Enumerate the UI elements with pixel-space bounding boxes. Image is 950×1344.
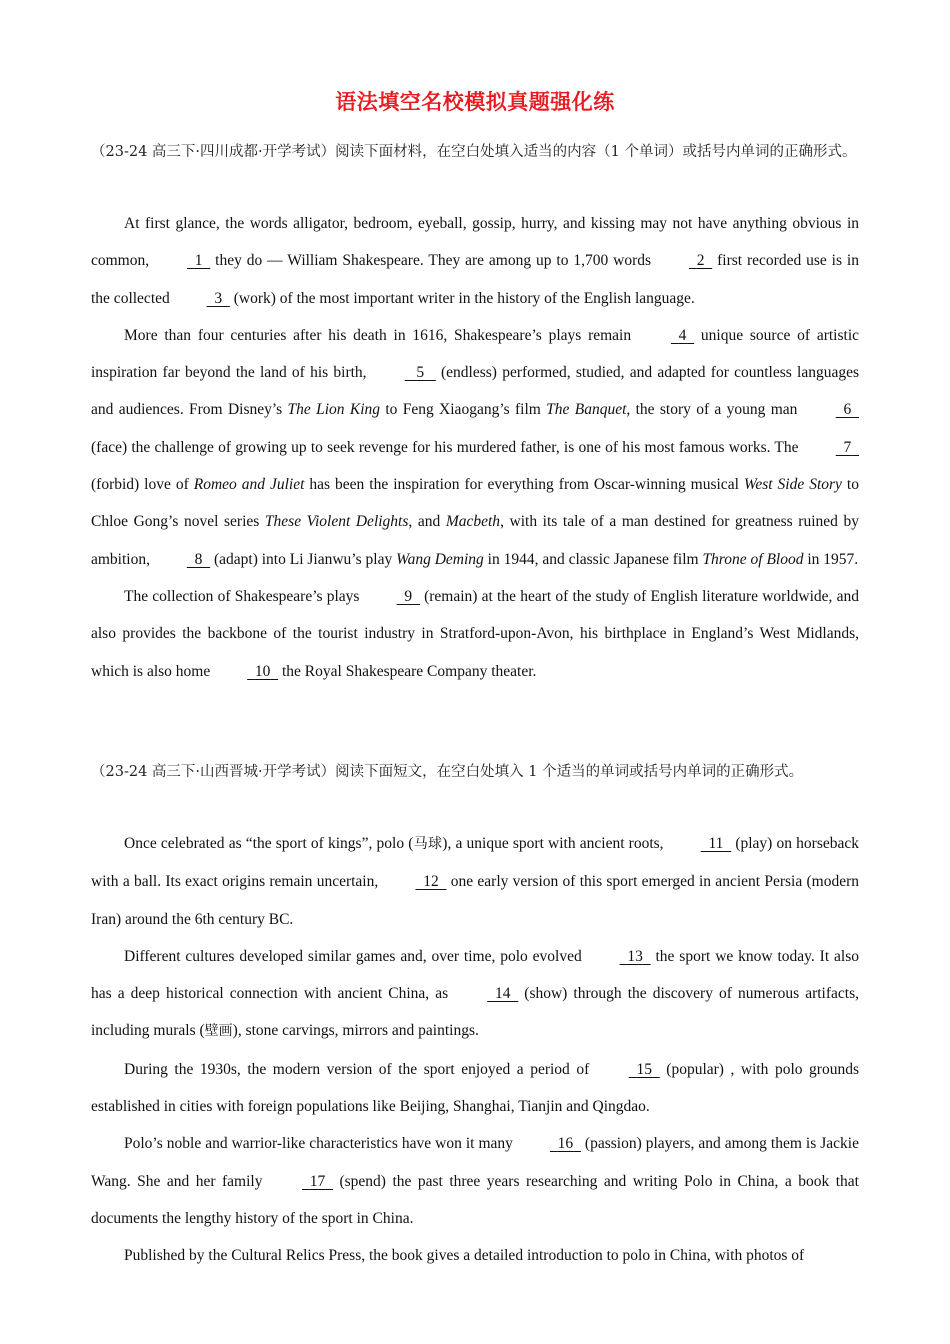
blank-9[interactable]: 9 — [404, 587, 413, 605]
title-macbeth: Macbeth — [445, 513, 501, 531]
text: has been the inspiration for everything from Oscar-winning musical — [304, 476, 744, 494]
s2-paragraph-4 — [91, 1125, 859, 1237]
title-romeo-juliet: Romeo and Juliet — [193, 476, 305, 494]
section-1 — [91, 134, 859, 171]
blank-7[interactable]: 7 — [843, 438, 852, 456]
text: During the 1930s, the modern version of the sport enjoyed a period of — [124, 1060, 596, 1078]
text: More than four centuries after his death in 1616, Shakespeare’s plays remain — [124, 326, 638, 344]
section-2-passage — [91, 825, 859, 1275]
blank-14[interactable]: 14 — [494, 985, 511, 1003]
text: (adapt) into Li Jianwu’s play — [210, 550, 397, 568]
blank-10[interactable]: 10 — [254, 662, 271, 680]
text: first recorded use is in the collected — [91, 252, 859, 307]
title-throne-of-blood: Throne of Blood — [702, 550, 804, 568]
s1-paragraph-1 — [91, 205, 859, 317]
text: to Feng Xiaogang’s film — [380, 401, 547, 419]
s2-paragraph-2 — [91, 938, 859, 1051]
section-1-passage — [91, 205, 859, 690]
text: the sport we know today. It also has a deep historical connection with ancient China, as — [91, 947, 859, 1003]
title-banquet: The Banquet — [546, 401, 627, 419]
text: Polo’s noble and warrior-like characteristics have won it many — [124, 1135, 517, 1153]
text: Once celebrated as “the sport of kings”, polo ( — [124, 835, 414, 852]
text: , with its tale of a man destined for greatness ruined by ambition, — [91, 513, 859, 568]
s1-paragraph-2 — [91, 317, 859, 578]
text: (face) the challenge of growing up to seek revenge for his murdered father, is one of his most famous works. The — [91, 438, 803, 456]
text: (passion) players, and among them is Jackie Wang. She and her family — [91, 1135, 859, 1190]
s2-paragraph-1 — [91, 825, 859, 938]
s2-paragraph-3 — [91, 1051, 859, 1126]
blank-3[interactable]: 3 — [214, 289, 223, 307]
polo-chinese: 马球 — [413, 836, 443, 852]
blank-16[interactable]: 16 — [557, 1135, 574, 1153]
text: The collection of Shakespeare’s plays — [124, 587, 364, 605]
blank-12[interactable]: 12 — [423, 873, 439, 891]
s2-paragraph-5 — [91, 1237, 859, 1274]
text: (remain) at the heart of the study of English literature worldwide, and also provides the backbone of the tourist industry in Stratford-upon-Avon, his birthplace in England’s West Midlands, which is also home — [91, 587, 859, 680]
title-lion-king: The Lion King — [287, 401, 381, 419]
text: in 1957. — [803, 550, 859, 568]
text: the Royal Shakespeare Company theater. — [278, 662, 537, 680]
text: (spend) the past three years researching and writing Polo in China, a book that documents the lengthy history of the sport in China. — [91, 1172, 859, 1227]
blank-8[interactable]: 8 — [194, 550, 203, 568]
blank-5[interactable]: 5 — [416, 364, 425, 382]
text: At first glance, the words alligator, bedroom, eyeball, gossip, hurry, and kissing may not have anything obvious in common, — [91, 215, 859, 270]
text: (forbid) love of — [91, 476, 194, 494]
text: they do — William Shakespeare. They are among up to 1,700 words — [210, 252, 656, 270]
blank-15[interactable]: 15 — [636, 1060, 653, 1078]
text: in 1944, and classic Japanese film — [483, 550, 703, 568]
blank-2[interactable]: 2 — [696, 252, 705, 270]
text: one early version of this sport emerged in ancient Persia (modern Iran) around the 6th century BC. — [91, 873, 859, 928]
title-violent-delights: These Violent Delights — [264, 513, 409, 531]
blank-11[interactable]: 11 — [708, 835, 724, 852]
text: to Chloe Gong’s novel series — [91, 476, 859, 531]
section-2 — [91, 754, 859, 791]
blank-17[interactable]: 17 — [309, 1172, 326, 1190]
text: (popular) , with polo grounds established in cities with foreign populations like Beijing, Shanghai, Tianjin and Qingdao. — [91, 1060, 859, 1116]
text: Different cultures developed similar games and, over time, polo evolved — [124, 947, 587, 965]
text: ), stone carvings, mirrors and paintings. — [232, 1022, 479, 1040]
blank-13[interactable]: 13 — [627, 947, 643, 965]
text: (show) through the discovery of numerous artifacts, including murals ( — [91, 985, 859, 1040]
murals-chinese: 壁画 — [204, 1023, 233, 1040]
text: Published by the Cultural Relics Press, the book gives a detailed introduction to polo in China, with photos of — [124, 1247, 805, 1265]
text: , the story of a young man — [626, 401, 803, 419]
section-2-source: （23-24 高三下·山西晋城·开学考试）阅读下面短文，在空白处填入 1 个适当的单词或括号内单词的正确形式。 — [91, 764, 804, 780]
text: , and — [408, 513, 446, 531]
text: (play) on horseback with a ball. Its exact origins remain uncertain, — [91, 835, 860, 891]
blank-4[interactable]: 4 — [678, 326, 687, 344]
blank-1[interactable]: 1 — [194, 252, 203, 270]
page-title: 语法填空名校模拟真题强化练 — [335, 89, 615, 114]
title-west-side-story: West Side Story — [743, 476, 842, 494]
text: unique source of artistic inspiration far beyond the land of his birth, — [91, 326, 859, 382]
text: ), a unique sport with ancient roots, — [442, 835, 668, 852]
text: (work) of the most important writer in the history of the English language. — [229, 289, 695, 307]
title-wang-deming: Wang Deming — [396, 550, 484, 568]
section-1-source: （23-24 高三下·四川成都·开学考试）阅读下面材料，在空白处填入适当的内容（1 个单词）或括号内单词的正确形式。 — [91, 144, 857, 160]
blank-6[interactable]: 6 — [843, 401, 852, 419]
s1-paragraph-3 — [91, 578, 859, 690]
text: (endless) performed, studied, and adapted for countless languages and audiences. From Disney’s — [91, 364, 859, 419]
